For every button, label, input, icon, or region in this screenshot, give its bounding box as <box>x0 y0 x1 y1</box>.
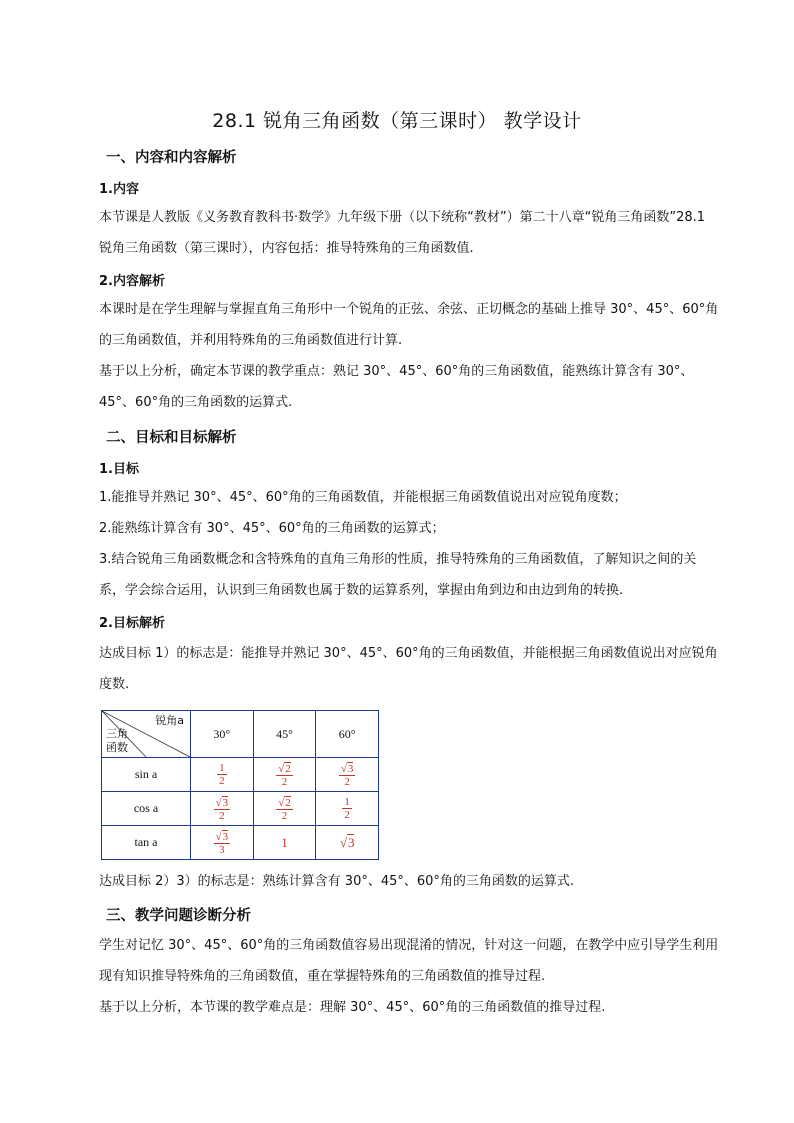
goal-item-3: 3.结合锐角三角函数概念和含特殊角的直角三角形的性质，推导特殊角的三角函数值，了解知识之间的关系，学会综合运用，认识到三角函数也属于数的运算系列，掌握由角到边和由边到角的转换. <box>99 552 697 598</box>
subheading-content: 1.内容 <box>99 182 139 197</box>
table-row-cos <box>102 792 379 826</box>
value-cell: $\frac{1}{2}$ <box>316 792 379 826</box>
diagnosis-paragraph-2: 基于以上分析，本节课的教学难点是：理解 30°、45°、60°角的三角函数值的推导过程. <box>99 1000 606 1015</box>
paragraph-analysis-1: 本课时是在学生理解与掌握直角三角形中一个锐角的正弦、余弦、正切概念的基础上推导 30°、45°、60°角的三角函数值，并利用特殊角的三角函数值进行计算. <box>99 302 719 348</box>
value-cell: √3 <box>316 826 379 860</box>
table-row-sin <box>102 758 379 792</box>
diagnosis-paragraph-1: 学生对记忆 30°、45°、60°角的三角函数值容易出现混淆的情况，针对这一问题，在教学中应引导学生利用现有知识推导特殊角的三角函数值，重在掌握特殊角的三角函数值的推导过程. <box>99 938 719 984</box>
row-label-tan: tan a <box>102 826 191 860</box>
goal-analysis-paragraph-2: 达成目标 2）3）的标志是：熟练计算含有 30°、45°、60°角的三角函数的运算式. <box>99 874 575 889</box>
value-cell: $\frac{√2}{2}$ <box>253 758 316 792</box>
corner-label-angle: 锐角a <box>155 714 184 727</box>
column-header-60: 60° <box>316 711 379 758</box>
paragraph-content: 本节课是人教版《义务教育教科书·数学》九年级下册（以下统称“教材”）第二十八章“锐角三角函数”28.1 锐角三角函数（第三课时），内容包括：推导特殊角的三角函数值. <box>99 210 706 256</box>
document-title: 28.1 锐角三角函数（第三课时） 教学设计 <box>212 110 582 132</box>
column-header-45: 45° <box>253 711 316 758</box>
row-label-sin: sin a <box>102 758 191 792</box>
special-angles-table <box>101 710 379 860</box>
table-corner-cell <box>102 711 191 758</box>
value-cell: $\frac{1}{2}$ <box>191 758 254 792</box>
value-cell: $\frac{√2}{2}$ <box>253 792 316 826</box>
goal-item-1: 1.能推导并熟记 30°、45°、60°角的三角函数值，并能根据三角函数值说出对应锐角度数； <box>99 490 627 505</box>
paragraph-analysis-2: 基于以上分析，确定本节课的教学重点：熟记 30°、45°、60°角的三角函数值，能熟练计算含有 30°、45°、60°角的三角函数的运算式. <box>99 364 694 410</box>
corner-label-function: 三角 函数 <box>106 727 128 754</box>
goal-analysis-paragraph-1: 达成目标 1）的标志是：能推导并熟记 30°、45°、60°角的三角函数值，并能根据三角函数值说出对应锐角度数. <box>99 646 718 692</box>
value-cell: 1 <box>253 826 316 860</box>
subheading-content-analysis: 2.内容解析 <box>99 274 165 289</box>
table-row-tan <box>102 826 379 860</box>
value-cell: $\frac{√3}{2}$ <box>316 758 379 792</box>
subheading-goals: 1.目标 <box>99 462 139 477</box>
column-header-30: 30° <box>191 711 254 758</box>
value-cell: $\frac{√3}{2}$ <box>191 792 254 826</box>
section-heading-content: 一、内容和内容解析 <box>106 150 237 166</box>
row-label-cos: cos a <box>102 792 191 826</box>
subheading-goal-analysis: 2.目标解析 <box>99 616 165 631</box>
section-heading-diagnosis: 三、教学问题诊断分析 <box>106 908 251 924</box>
goal-item-2: 2.能熟练计算含有 30°、45°、60°角的三角函数的运算式； <box>99 521 445 536</box>
section-heading-goals: 二、目标和目标解析 <box>106 430 237 446</box>
value-cell: $\frac{√3}{3}$ <box>191 826 254 860</box>
